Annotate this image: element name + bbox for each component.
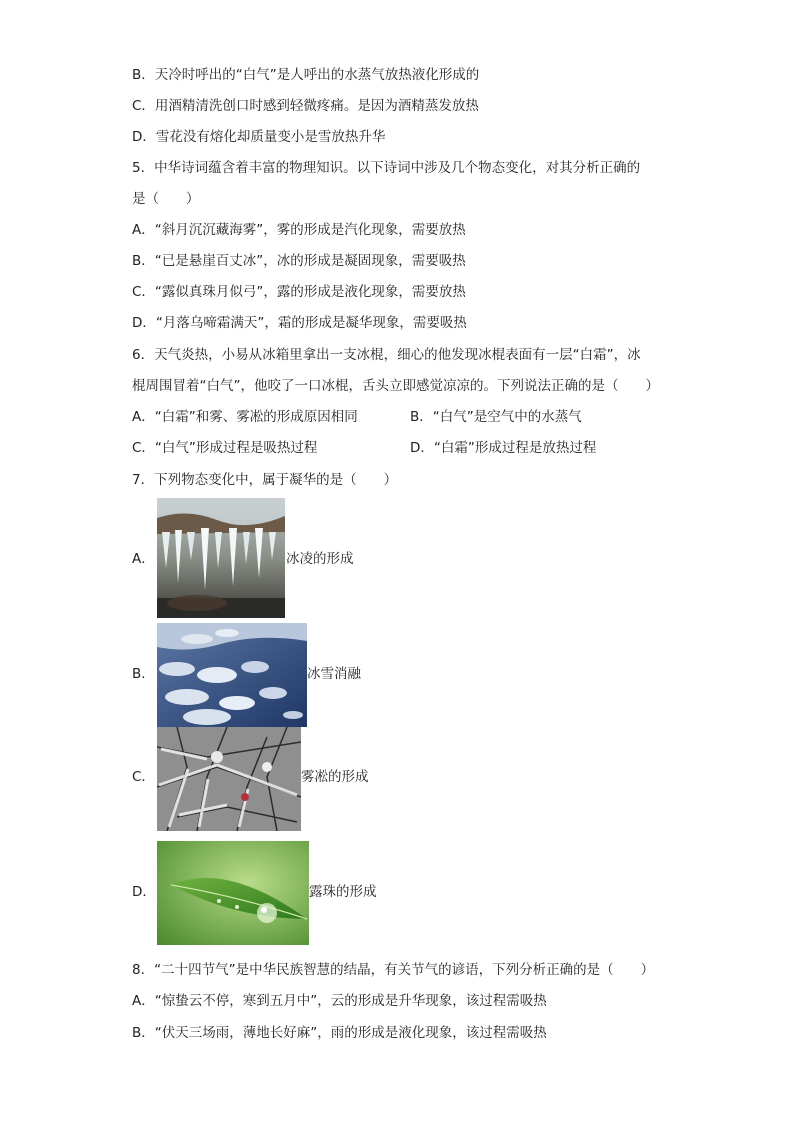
q7-option-d-caption: 露珠的形成 <box>309 884 377 900</box>
rime-photo <box>157 727 301 831</box>
q6-option-b: B．“白气”是空气中的水蒸气 <box>410 409 582 425</box>
q6-option-a: A．“白霜”和雾、雾凇的形成原因相同 <box>132 409 358 425</box>
q5-option-a: A．“斜月沉沉藏海雾”，雾的形成是汽化现象，需要放热 <box>132 222 466 238</box>
melting-ice-photo <box>157 623 307 727</box>
q8-option-b: B．“伏天三场雨，薄地长好麻”，雨的形成是液化现象，该过程需吸热 <box>132 1025 547 1041</box>
q5-option-b: B．“已是悬崖百丈冰”，冰的形成是凝固现象，需要吸热 <box>132 253 466 269</box>
q7-option-a-label: A． <box>132 551 155 567</box>
q7-option-a-caption: 冰凌的形成 <box>286 551 354 567</box>
q5-option-d: D．“月落乌啼霜满天”，霜的形成是凝华现象，需要吸热 <box>132 315 467 331</box>
q7-option-d-label: D． <box>132 884 156 900</box>
q4-option-b: B．天冷时呼出的“白气”是人呼出的水蒸气放热液化形成的 <box>132 67 480 83</box>
q8-stem: 8．“二十四节气”是中华民族智慧的结晶，有关节气的谚语，下列分析正确的是（ ） <box>132 962 655 978</box>
q6-stem-line1: 6．天气炎热，小易从冰箱里拿出一支冰棍，细心的他发现冰棍表面有一层“白霜”，冰 <box>132 347 641 363</box>
q6-option-c: C．“白气”形成过程是吸热过程 <box>132 440 318 456</box>
q8-option-a: A．“惊蛰云不停，寒到五月中”，云的形成是升华现象，该过程需吸热 <box>132 993 547 1009</box>
icicle-photo <box>157 498 285 618</box>
q7-option-b-label: B． <box>132 666 155 682</box>
q7-option-b-caption: 冰雪消融 <box>307 666 361 682</box>
q4-option-c: C．用酒精清洗创口时感到轻微疼痛。是因为酒精蒸发放热 <box>132 98 479 114</box>
q5-stem-line2: 是（ ） <box>132 191 200 207</box>
q6-option-d: D．“白霜”形成过程是放热过程 <box>410 440 597 456</box>
q7-stem: 7．下列物态变化中，属于凝华的是（ ） <box>132 472 398 488</box>
dew-leaf-photo <box>157 841 309 945</box>
q5-option-c: C．“露似真珠月似弓”，露的形成是液化现象，需要放热 <box>132 284 466 300</box>
q6-stem-line2: 棍周围冒着“白气”，他咬了一口冰棍，舌头立即感觉凉凉的。下列说法正确的是（ ） <box>132 378 659 394</box>
q7-option-c-caption: 雾凇的形成 <box>301 769 369 785</box>
q4-option-d: D．雪花没有熔化却质量变小是雪放热升华 <box>132 129 386 145</box>
q7-option-c-label: C． <box>132 769 155 785</box>
q5-stem-line1: 5．中华诗词蕴含着丰富的物理知识。以下诗词中涉及几个物态变化，对其分析正确的 <box>132 160 641 176</box>
